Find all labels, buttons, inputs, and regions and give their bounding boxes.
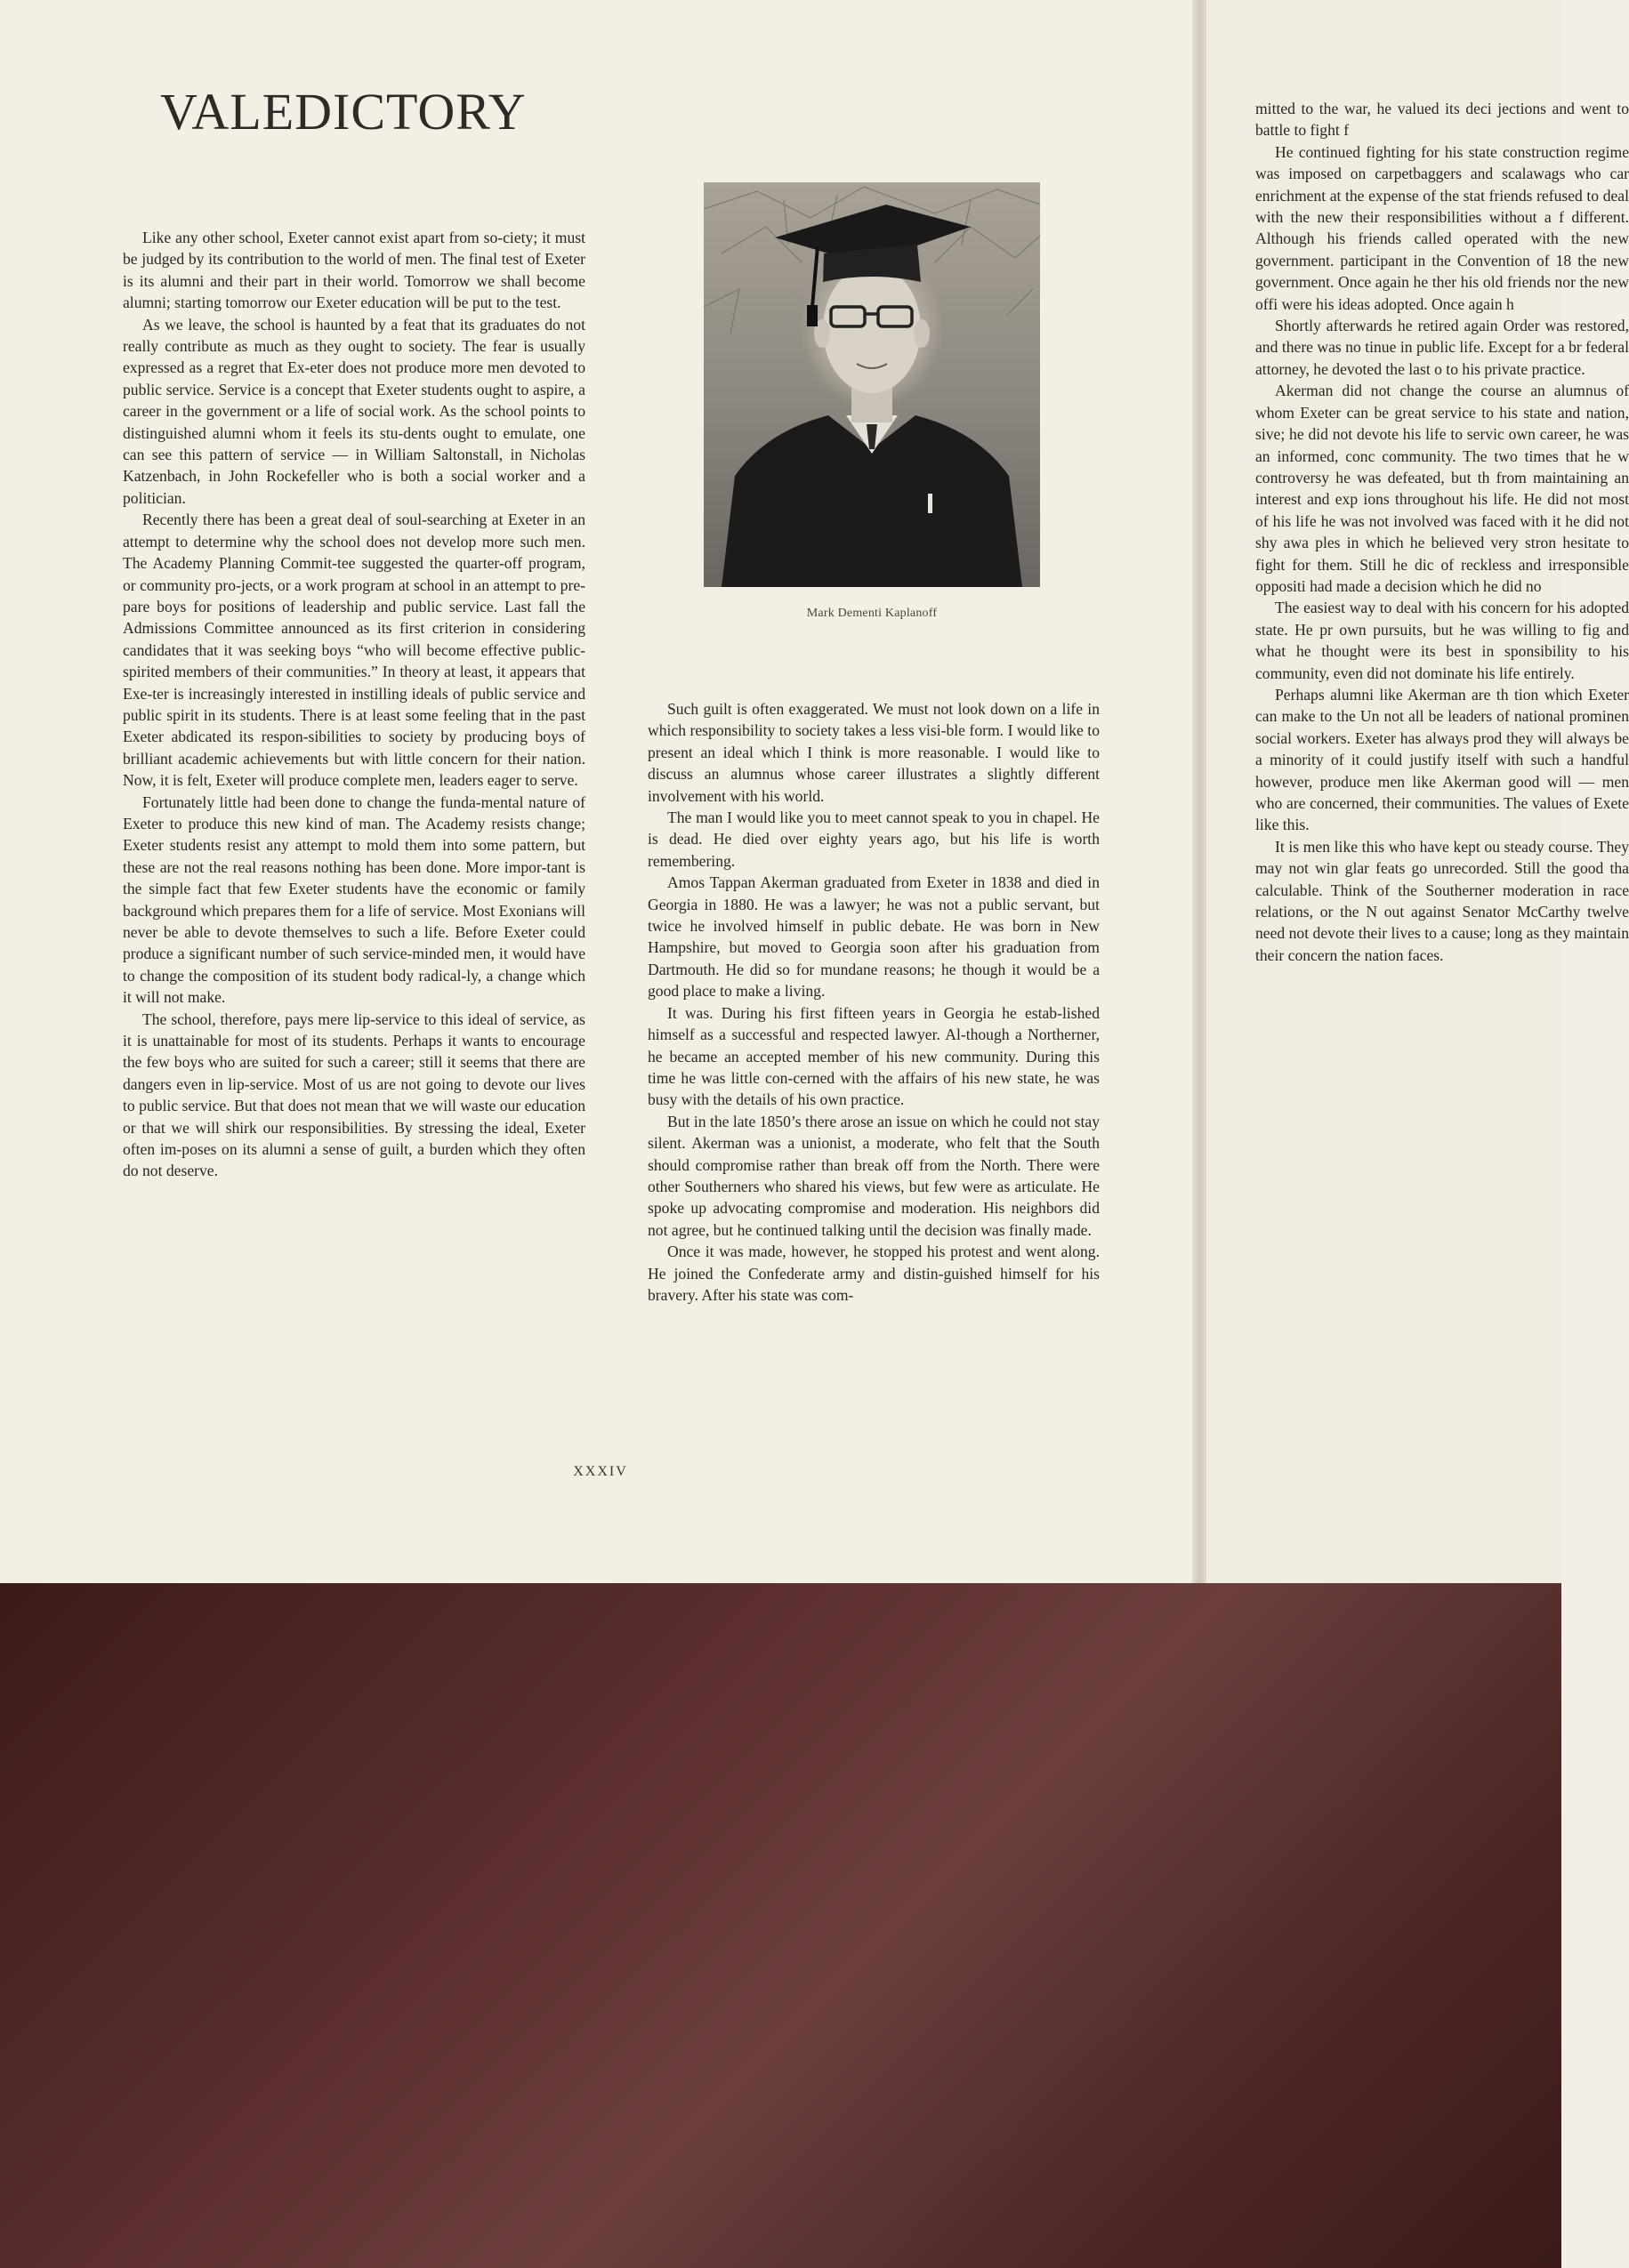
paragraph: As we leave, the school is haunted by a feat that its graduates do not really contribute as much as they ought to society. The fear is usually expressed as a regret that Ex-eter does not produce more men devoted to public service. Service is a concept that Exeter students ought to aspire, a career in the government or a life of social work. As the school points to distinguished alumni whom it feels its stu-dents ought to emulate, one can see this pattern of service — in William Saltonstall, in Nicholas Katzenbach, in John Rockefeller who is both a social worker and a politician. bbox=[123, 315, 585, 507]
paragraph: The man I would like you to meet cannot speak to you in chapel. He is dead. He died over eighty years ago, but his life is worth remembering. bbox=[648, 808, 1100, 870]
paragraph: It was. During his first fifteen years in Georgia he estab-lished himself as a successful and respected lawyer. Al-though a Northerner, he became an accepted member of his new community. During this time he was little con-cerned with the affairs of his new state, he was busy with the details of his own practice. bbox=[648, 1003, 1100, 1109]
tassel-cord bbox=[812, 246, 818, 307]
paragraph: Perhaps alumni like Akerman are th tion which Exeter can make to the Un not all be leaders of national prominen social workers. Exeter has always prod they will always be a minority of it could justify itself with such a handful however, produce men like Akerman good will — men who are concerned, their communities. The values of Exete like this. bbox=[1255, 685, 1629, 834]
paragraph: Like any other school, Exeter cannot exist apart from so-ciety; it must be judged by its contribution to the world of men. The final test of Exeter is its alumni and their part in their world. Tomorrow we shall become alumni; starting tomorrow our Exeter education will be put to the test. bbox=[123, 229, 585, 312]
paragraph: Fortunately little had been done to change the funda-mental nature of Exeter to produce this new kind of man. The Academy resists change; Exeter students resist any attempt to mold them into some pattern, but these are not the real reasons nothing has been done. More impor-tant is the simple fact that few Exeter students have the economic or family background which prepares them for a life of service. Most Exonians will never be able to devote themselves to such a life. Before Exeter could produce a significant number of such service-minded men, it would have to change the composition of its student body radical-ly, a change which it will not make. bbox=[123, 792, 585, 1007]
paragraph: He continued fighting for his state construction regime was imposed on carpetbaggers and scalawags who car enrichment at the expense of the stat friends refused to deal with the new their responsibilities without a f different. Although his friends called operated with the new government. participant in the Convention of 18 the new government. Once again he ther his old friends nor the new offi were his ideas adopted. Once again h bbox=[1255, 142, 1629, 313]
paragraph: Once it was made, however, he stopped his protest and went along. He joined the Confederate army and distin-guished himself for his bravery. After his state was com- bbox=[648, 1243, 1100, 1304]
article-column-right bbox=[1255, 98, 1629, 966]
page-heading: VALEDICTORY bbox=[160, 83, 527, 141]
face-shape bbox=[823, 265, 921, 393]
paragraph: Such guilt is often exaggerated. We must not look down on a life in which responsibility to society takes a less visi-ble form. I would like to present an ideal which I think is more reasonable. I would like to discuss an alumnus whose career illustrates a slightly different involvement with his world. bbox=[648, 700, 1100, 805]
paragraph: mitted to the war, he valued its deci jections and went to battle to fight f bbox=[1255, 100, 1629, 140]
paragraph: The easiest way to deal with his concern for his adopted state. He pr own pursuits, but he was willing to fig and what he thought were its best in sponsibility to his community, even did not dominate his life entirely. bbox=[1255, 599, 1629, 682]
paragraph: It is men like this who have kept ou steady course. They may not win glar feats go unrecorded. Still the good tha calculable. Think of the Southerner moderation in race relations, or the N out against Senator McCarthy twelve need not devote their lives to a cause; long as they maintain their concern the nation faces. bbox=[1255, 837, 1629, 964]
paragraph: Recently there has been a great deal of soul-searching at Exeter in an attempt to determine why the school does not develop more such men. The Academy Planning Commit-tee suggested the quarter-off program, or community pro-jects, or a work program at school in an attempt to pre-pare boys for positions of leadership and public service. Last fall the Admissions Committee announced as its first criterion in considering candidates that it was seeking boys “who will become effective public-spirited members of their communities.” In theory at least, it appears that Exe-ter is increasingly interested in instilling ideals of public service and public spirit in its students. There is at least some feeling that in the past Exeter abdicated its respon-sibilities to society by producing boys of brilliant academic achievements but with little concern for their nation. Now, it is felt, Exeter will produce complete men, leaders eager to serve. bbox=[123, 511, 585, 790]
tassel-shape bbox=[807, 305, 818, 326]
portrait-illustration bbox=[704, 182, 1040, 587]
ear-shape bbox=[914, 319, 930, 348]
paragraph: Shortly afterwards he retired again Order was restored, and there was no tinue in public life. Except for a br federal attorney, he devoted the last o to his private practice. bbox=[1255, 317, 1629, 378]
paragraph: The school, therefore, pays mere lip-service to this ideal of service, as it is unattainable for most of its students. Perhaps it wants to encourage the few boys who are suited for such a career; still it seems that there are dangers even in lip-service. Most of us are not going to devote our lives to public service. But that does not mean that we will waste our education or that we will shirk our responsibilities. By stressing the ideal, Exeter often im-poses on its alumni a sense of guilt, a burden which they often do not deserve. bbox=[123, 1009, 585, 1180]
photo-caption: Mark Dementi Kaplanoff bbox=[806, 607, 938, 620]
paragraph: But in the late 1850’s there arose an issue on which he could not stay silent. Akerman was a unionist, a moderate, who felt that the South should compromise rather than break off from the North. There were other Southerners who shared his views, but few were as articulate. He spoke up advocating compromise and moderation. His neighbors did not agree, but he continued talking until the decision was finally made. bbox=[648, 1112, 1100, 1239]
paragraph: Akerman did not change the course an alumnus of whom Exeter can be great service to his state and nation, sive; he did not devote his life to servic own career, he was an informed, conc community. The two times that he w controversy he was defeated, but th from maintaining an interest and exp ions throughout his life. He did not most of his life he was not involved was faced with it he did not shy awa ples in which he believed very stron hesitate to fight for them. Still he dic of reckless and irresponsible oppositi had made a decision which he did no bbox=[1255, 382, 1629, 595]
paragraph: Amos Tappan Akerman graduated from Exeter in 1838 and died in Georgia in 1880. He was a lawyer; he was not a public servant, but twice he involved himself in public debate. He was born in New Hampshire, but moved to Georgia soon after his graduation from Dartmouth. He did so for mundane reasons; he though it would be a good place to make a living. bbox=[648, 873, 1100, 1001]
graduate-portrait-photo bbox=[704, 182, 1040, 587]
article-column-left bbox=[123, 227, 585, 1182]
page-number: XXXIV bbox=[573, 1464, 628, 1479]
right-page-cropped bbox=[1206, 0, 1629, 1583]
article-column-middle bbox=[648, 698, 1100, 1306]
gown-pin bbox=[928, 494, 932, 513]
book-cover-background bbox=[0, 1583, 1561, 2268]
